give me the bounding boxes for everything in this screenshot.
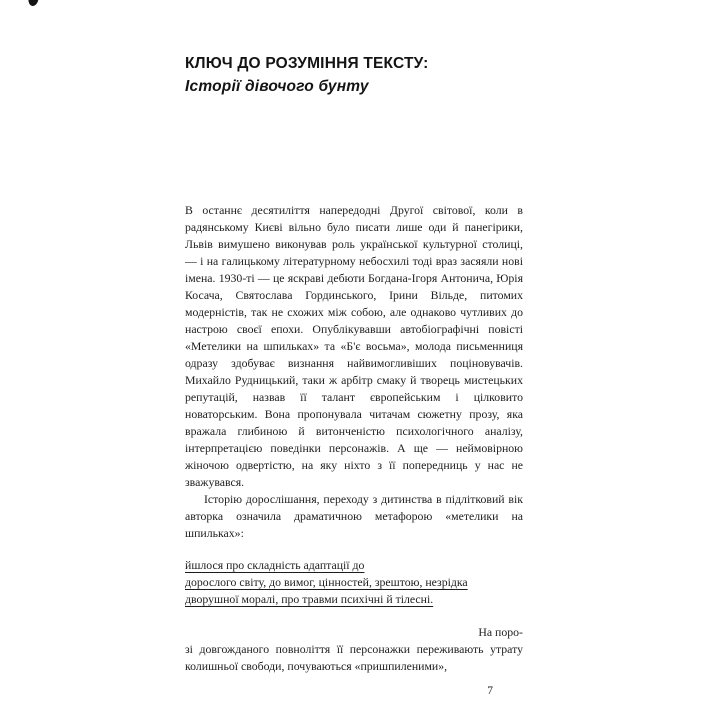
chapter-title bbox=[185, 52, 523, 98]
paragraph-1: В останнє десятиліття напередодні Другої світової, коли в радянському Києві вільно було писати лише оди й панегірики, Львів вимушено виконував роль української культурної столиці, — і на галицькому літературному небосхилі тоді враз засяяли нові імена. 1930-ті — це яскраві дебюти Богдана-Ігоря Антонича, Юрія Косача, Святослава Гординського, Ірини Вільде, питомих модерністів, так не схожих між собою, але однаково чутливих до настрою своєї епохи. Опублікувавши автобіографічні повісті «Метелики на шпильках» та «Б'є восьма», молода письменниця одразу здобуває визнання найвимогливіших поціновувачів. Михайло Рудницький, таки ж арбітр смаку й творець мистецьких репутацій, назвав її талант європейським і цілковито новаторським. Вона пропонувала читачам сюжетну прозу, яка вражала глибиною й витонченістю психологічного аналізу, інтерпретацією поведінки персонажів. А ще — неймовірною жіночою одвертістю, на яку ніхто з її попередниць у нас не зважувався. bbox=[185, 203, 523, 489]
chapter-subtitle: Історії дівочого бунту bbox=[185, 78, 369, 95]
paragraph-3: зі довгожданого повноліття її персонажки переживають утрату колишньої свободи, почуваються «пришпиленими», bbox=[185, 642, 523, 673]
body-text bbox=[185, 202, 523, 675]
quote-line: йшлося про складність адаптації до bbox=[185, 558, 365, 572]
chapter-title-line1: КЛЮЧ ДО РОЗУМІННЯ ТЕКСТУ: bbox=[185, 55, 429, 72]
quote-line: дорослого світу, до вимог, цінностей, зрештою, незрідка bbox=[185, 575, 468, 589]
paragraph-2: Історію дорослішання, переходу з дитинства в підлітковий вік авторка означила драматичною метафорою «метелики на шпильках»: bbox=[185, 492, 523, 540]
page-content bbox=[185, 52, 523, 675]
paragraph-3-lead: На поро- bbox=[478, 625, 523, 639]
quote-line: дворушної моралі, про травми психічні й тілесні. bbox=[185, 592, 434, 606]
underlined-quote bbox=[185, 557, 523, 608]
page-number: 7 bbox=[487, 685, 493, 697]
scan-artifact-mark bbox=[27, 0, 38, 7]
